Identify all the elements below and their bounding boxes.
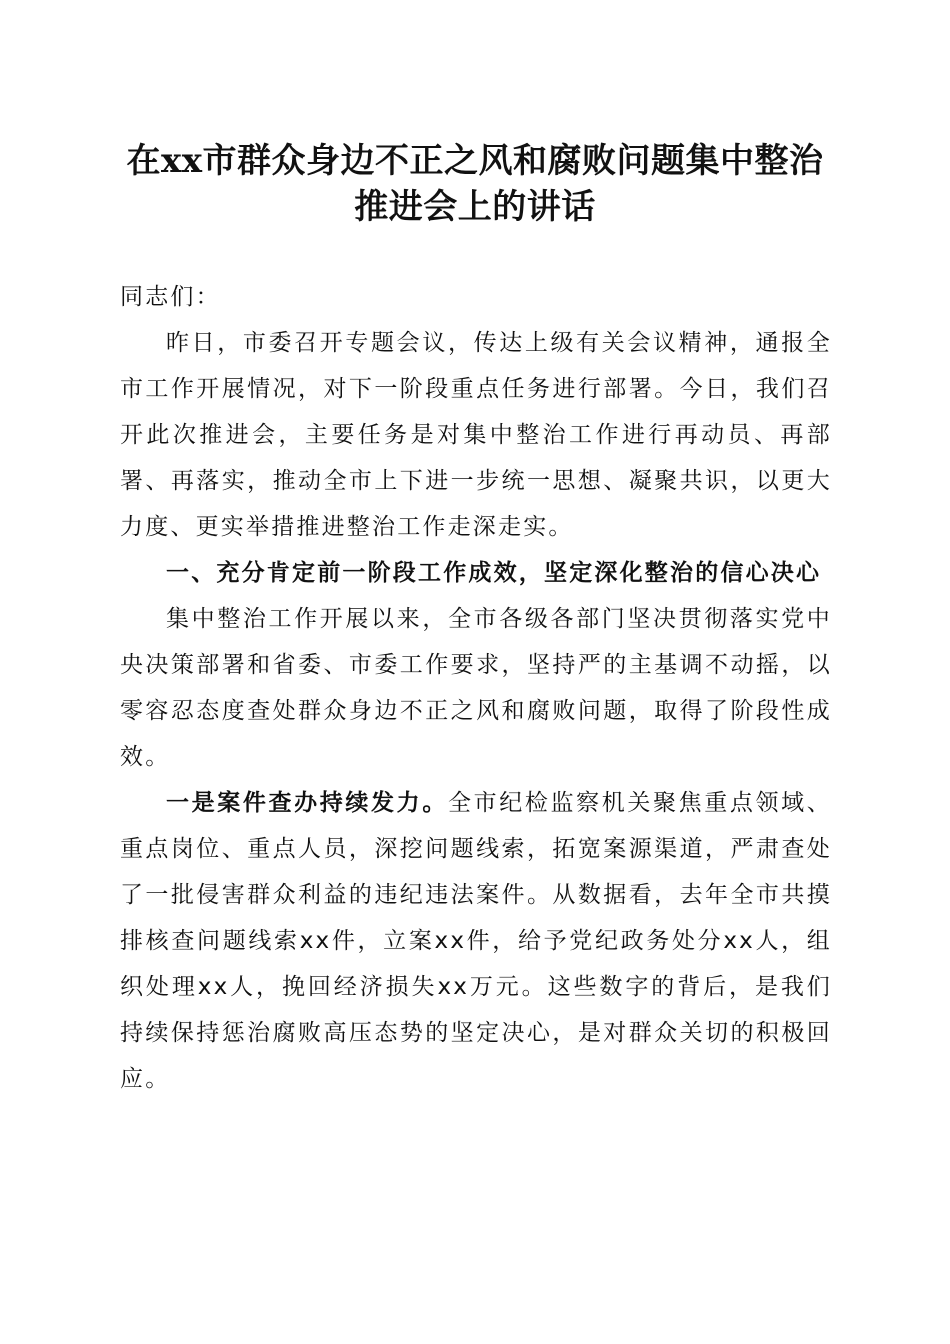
section-heading: 一、充分肯定前一阶段工作成效，坚定深化整治的信心决心	[166, 560, 822, 586]
section-paragraph: 集中整治工作开展以来，全市各级各部门坚决贯彻落实党中央决策部署和省委、市委工作要求，坚持严的主基调不动摇，以零容忍态度查处群众身边不正之风和腐败问题，取得了阶段性成效。	[120, 606, 832, 770]
intro-paragraph: 昨日，市委召开专题会议，传达上级有关会议精神，通报全市工作开展情况，对下一阶段重点任务进行部署。今日，我们召开此次推进会，主要任务是对集中整治工作进行再动员、再部署、再落实，推动全市上下进一步统一思想、凝聚共识，以更大力度、更实举措推进整治工作走深走实。	[120, 330, 832, 540]
salutation: 同志们：	[120, 284, 221, 310]
point-lead: 一是案件查办持续发力。	[166, 790, 448, 816]
point-paragraph	[120, 780, 832, 1102]
document-body	[120, 274, 832, 1102]
point-body: 全市纪检监察机关聚焦重点领域、重点岗位、重点人员，深挖问题线索，拓宽案源渠道，严肃查处了一批侵害群众利益的违纪违法案件。从数据看，去年全市共摸排核查问题线索xx件，立案xx件，给予党纪政务处分xx人，组织处理xx人，挽回经济损失xx万元。这些数字的背后，是我们持续保持惩治腐败高压态势的坚定决心，是对群众关切的积极回应。	[120, 790, 832, 1092]
document-title: 在xx市群众身边不正之风和腐败问题集中整治推进会上的讲话	[126, 141, 824, 227]
